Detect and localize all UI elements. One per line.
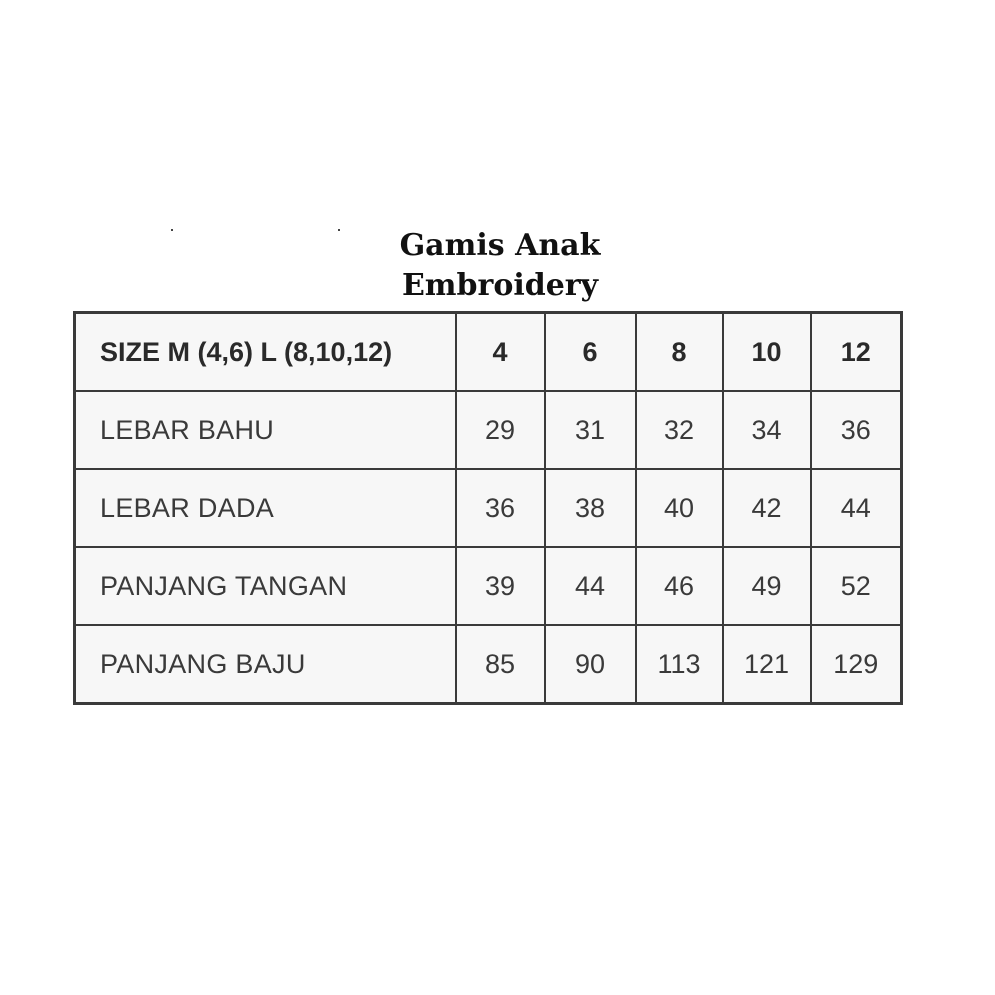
header-size: 4 (456, 313, 545, 392)
table-cell: 39 (456, 547, 545, 625)
speck-mark (338, 229, 340, 231)
table-row (75, 469, 902, 547)
table-cell: 46 (636, 547, 723, 625)
title-line-2: Embroidery (401, 268, 599, 303)
size-chart-table (73, 311, 903, 705)
header-size: 12 (811, 313, 902, 392)
table-row (75, 547, 902, 625)
row-label: LEBAR DADA (75, 469, 456, 547)
table-cell: 121 (723, 625, 811, 704)
row-label: PANJANG BAJU (75, 625, 456, 704)
table-cell: 90 (545, 625, 636, 704)
row-label: PANJANG TANGAN (75, 547, 456, 625)
table-cell: 38 (545, 469, 636, 547)
page-title (360, 226, 640, 306)
table-row (75, 391, 902, 469)
title-line-1: Gamis Anak (399, 228, 601, 263)
table-cell: 52 (811, 547, 902, 625)
table-cell: 31 (545, 391, 636, 469)
table-row (75, 625, 902, 704)
header-size-label: SIZE M (4,6) L (8,10,12) (75, 313, 456, 392)
header-size: 8 (636, 313, 723, 392)
table-cell: 113 (636, 625, 723, 704)
table-cell: 34 (723, 391, 811, 469)
table-header-row (75, 313, 902, 392)
table-cell: 42 (723, 469, 811, 547)
table-cell: 32 (636, 391, 723, 469)
table-cell: 44 (545, 547, 636, 625)
row-label: LEBAR BAHU (75, 391, 456, 469)
table-cell: 40 (636, 469, 723, 547)
table-cell: 36 (811, 391, 902, 469)
table-cell: 29 (456, 391, 545, 469)
header-size: 6 (545, 313, 636, 392)
speck-mark (171, 229, 173, 231)
header-size: 10 (723, 313, 811, 392)
table-cell: 129 (811, 625, 902, 704)
table-cell: 36 (456, 469, 545, 547)
table-cell: 85 (456, 625, 545, 704)
table-cell: 49 (723, 547, 811, 625)
table-cell: 44 (811, 469, 902, 547)
